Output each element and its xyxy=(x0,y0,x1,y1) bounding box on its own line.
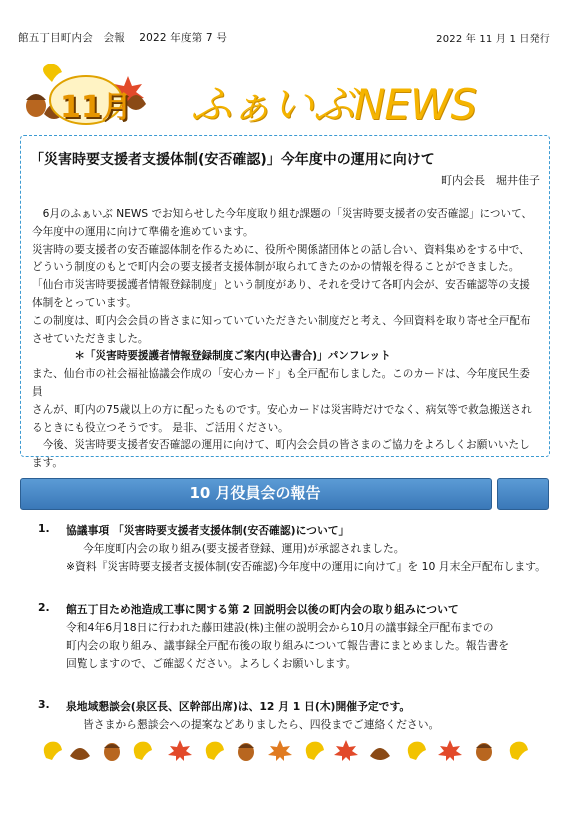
article-line: 今年度中の運用に向けて準備を進めています。 xyxy=(32,225,254,238)
report-item xyxy=(38,698,548,734)
item-body: 回覧しますので、ご確認ください。よろしくお願いします。 xyxy=(66,657,357,670)
footer-decoration xyxy=(40,738,540,762)
chestnut-icon xyxy=(70,748,90,760)
issue-date: 2022 年 11 月 1 日発行 xyxy=(436,34,550,45)
article-line: どういう制度のもとで町内会の要支援者支援体制が取られてきたのかの情報を得ることができました。 xyxy=(32,261,520,274)
item-body: 皆さまから懇談会への提案などありましたら、四役までご連絡ください。 xyxy=(83,718,440,731)
report-item xyxy=(38,522,548,576)
maple-leaf-icon xyxy=(334,740,358,761)
article-author: 町内会長 堀井佳子 xyxy=(441,174,540,187)
month-badge: 11月 xyxy=(60,90,132,125)
article-line: ます。 xyxy=(32,457,63,470)
item-number: 2. xyxy=(38,601,50,614)
article-line: ＊「災害時要援護者情報登録制度ご案内(申込書合)」パンフレット xyxy=(32,350,391,363)
article-line: 今後、災害時要支援者安否確認の運用に向けて、町内会会員の皆さまのご協力をよろしくお願いいたし xyxy=(32,439,530,452)
acorn-icon xyxy=(104,743,120,761)
section-bar-end xyxy=(497,478,549,510)
article-line: させていただきました。 xyxy=(32,332,149,345)
article-line: 体制をとっています。 xyxy=(32,296,137,309)
item-body: 町内会の取り組み、議事録全戸配布後の取り組みについて報告書にまとめました。報告書を xyxy=(66,639,510,652)
acorn-icon xyxy=(476,743,492,761)
report-list xyxy=(38,522,548,759)
article-line: 災害時の要支援者の安否確認体制を作るために、役所や関係諸団体との話し合い、資料集めをする中で、 xyxy=(32,243,530,256)
acorn-icon xyxy=(26,94,46,117)
ginkgo-leaf-icon xyxy=(306,742,324,760)
report-item xyxy=(38,601,548,673)
item-note: ※資料『災害時要支援者支援体制(安否確認)今年度中の運用に向けて』を 10 月末全戸配布します。 xyxy=(66,560,546,573)
ginkgo-leaf-icon xyxy=(43,64,62,82)
issue-header: 館五丁目町内会 会報 2022 年度第 7 号 xyxy=(18,32,228,44)
article-title: 「災害時要支援者支援体制(安否確認)」今年度中の運用に向けて xyxy=(30,152,435,168)
newsletter-title: ふぁいぶNEWS xyxy=(190,80,477,129)
item-body: 令和4年6月18日に行われた藤田建設(株)主催の説明会から10月の議事録全戸配布までの xyxy=(66,621,494,634)
item-body: 今年度町内会の取り組み(要支援者登録、運用)が承認されました。 xyxy=(83,542,405,555)
article-line: さんが、町内の75歳以上の方に配ったものです。安心カードは災害時だけでなく、病気等で救急搬送され xyxy=(32,403,532,416)
item-title: 館五丁目ため池造成工事に関する第 2 回説明会以後の町内会の取り組みについて xyxy=(66,603,459,616)
maple-leaf-icon xyxy=(268,740,292,761)
item-number: 3. xyxy=(38,698,50,711)
article-line: この制度は、町内会会員の皆さまに知っていていただきたい制度だと考え、今回資料を取り寄せ全戸配布 xyxy=(32,314,531,327)
ginkgo-leaf-icon xyxy=(44,742,62,760)
article-line: また、仙台市の社会福祉協議会作成の「安心カード」も全戸配布しました。このカードは、今年度民生委員 xyxy=(32,368,530,398)
item-title: 協議事項 「災害時要支援者支援体制(安否確認)について」 xyxy=(66,524,350,537)
report-heading: 10 月役員会の報告 xyxy=(189,484,321,502)
item-title: 泉地域懇談会(泉区長、区幹部出席)は、12 月 1 日(木)開催予定です。 xyxy=(66,700,411,713)
article-line: るときにも役立つそうです。 是非、ご活用ください。 xyxy=(32,421,289,434)
ginkgo-leaf-icon xyxy=(408,742,426,760)
article-line: 6月のふぁいぶ NEWS でお知らせした今年度取り組む課題の「災害時要支援者の安否確認」について、 xyxy=(32,208,533,220)
ginkgo-leaf-icon xyxy=(510,742,528,760)
chestnut-icon xyxy=(370,748,390,760)
acorn-icon xyxy=(238,743,254,761)
ginkgo-leaf-icon xyxy=(134,742,152,760)
maple-leaf-icon xyxy=(438,740,462,761)
ginkgo-leaf-icon xyxy=(206,742,224,760)
article-line: 「仙台市災害時要援護者情報登録制度」という制度があり、それを受けて各町内会が、安否確認等の支援 xyxy=(32,279,530,292)
article-body xyxy=(32,206,537,473)
item-number: 1. xyxy=(38,522,50,535)
maple-leaf-icon xyxy=(168,740,192,761)
